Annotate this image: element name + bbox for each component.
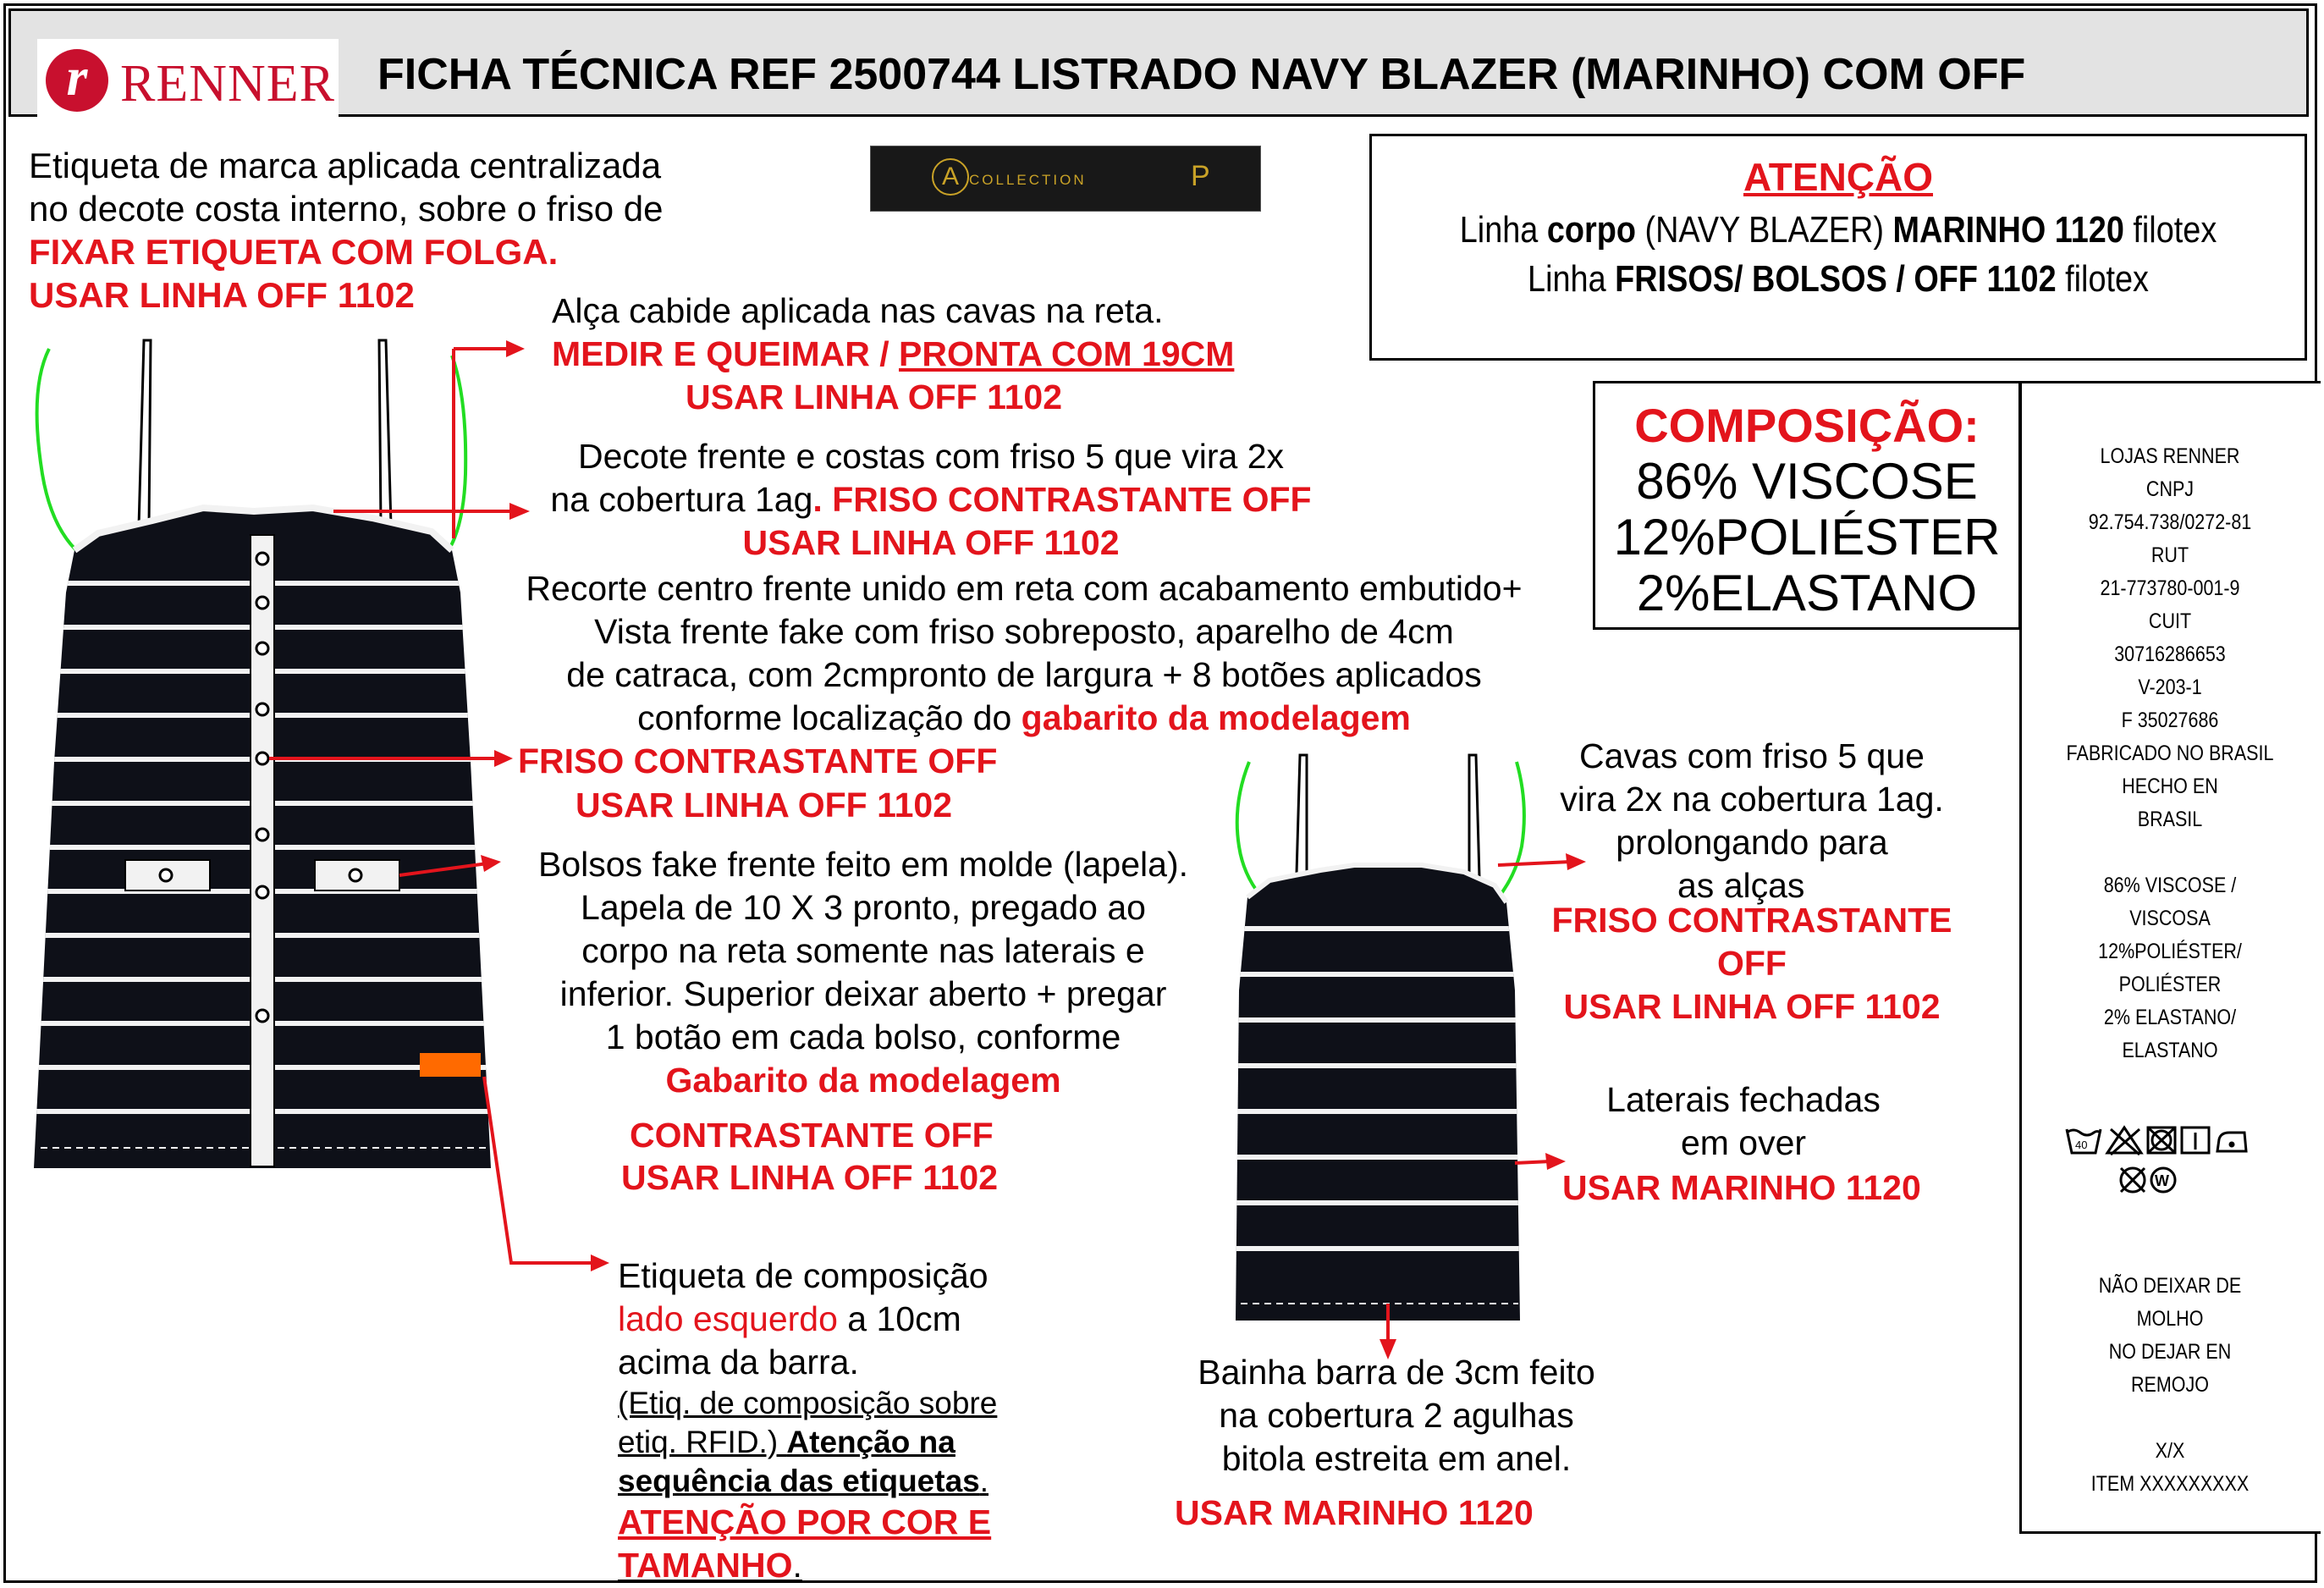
note-line: corpo na reta somente nas laterais e [581,931,1145,970]
note-line: bitola estreita em anel. [1221,1439,1572,1478]
note-line: acima da barra. [618,1343,859,1381]
care-line: 30716286653 [2114,642,2226,666]
note-line: FRISO CONTRASTANTE [1551,901,1952,940]
note-line: Recorte centro frente unido em reta com acabamento embutido+ [526,569,1523,608]
note-line: prolongando para [1616,823,1888,862]
brand-label-text: COLLECTION [969,172,1087,188]
back-right-strap [1469,755,1479,877]
note-line: Bainha barra de 3cm feito [1198,1353,1595,1392]
note-armholes [1523,735,1980,907]
arrow-head [591,1254,609,1271]
page-title: FICHA TÉCNICA REF 2500744 LISTRADO NAVY BLAZER (MARINHO) COM OFF [377,50,2026,99]
care-line: MOLHO [2136,1307,2204,1331]
note-line: inferior. Superior deixar aberto + pregar [559,974,1167,1013]
note-line: Etiqueta de composição [618,1256,989,1295]
composition-line: 2%ELASTANO [1636,565,1978,621]
care-line: NO DEJAR EN [2108,1340,2232,1364]
care-line: HECHO EN [2122,775,2218,798]
arrow-line [484,1077,594,1263]
care-line: 2% ELASTANO/ [2103,1006,2237,1029]
button [256,753,268,764]
note-line: Decote frente e costas com friso 5 que vira 2x [577,437,1285,476]
note-line: (Etiq. de composição sobre [618,1386,998,1420]
logo-mark: r [46,49,108,112]
button [256,1010,268,1022]
brand-label-size: P [1191,160,1210,192]
note-line: OFF [1717,944,1787,983]
care-line: 12%POLIÉSTER/ [2098,940,2242,963]
composition-title: COMPOSIÇÃO: [1634,399,1980,452]
back-dress-body [1236,865,1520,1321]
note-line: USAR LINHA OFF 1102 [29,275,415,315]
front-dress-drawing [0,340,508,1168]
note-line: na cobertura 2 agulhas [1219,1396,1574,1435]
attention-line-1: Linha corpo (NAVY BLAZER) MARINHO 1120 filotex [1459,209,2217,251]
care-line: F 35027686 [2121,709,2219,732]
note-line: sequência das etiquetas. [618,1464,989,1498]
note-center-front-friso: FRISO CONTRASTANTE OFF [518,742,998,780]
care-line: POLIÉSTER [2118,973,2222,996]
note-center-front [457,567,1591,740]
note-line: USAR LINHA OFF 1102 [1563,987,1941,1026]
front-right-strap [379,340,391,527]
note-hanger [508,289,1354,419]
care-line: ITEM XXXXXXXXX [2090,1472,2250,1496]
note-line: na cobertura 1ag. FRISO CONTRASTANTE OFF [550,480,1312,519]
care-line: LOJAS RENNER [2100,444,2240,468]
composition-label-marker [420,1053,481,1077]
front-left-pocket-flap [125,860,210,890]
front-right-hanger-loop [449,356,465,550]
note-line: FIXAR ETIQUETA COM FOLGA. [29,232,559,272]
note-armholes-red [1523,899,1980,1028]
logo-text: RENNER [120,55,335,113]
back-dress-drawing [1219,755,1540,1321]
note-line: 1 botão em cada bolso, conforme [605,1017,1121,1056]
note-hem-linha: USAR MARINHO 1120 [1175,1493,1534,1532]
note-line: Bolsos fake frente feito em molde (lapela). [538,845,1188,884]
note-line: as alças [1677,866,1805,905]
care-line: FABRICADO NO BRASIL [2066,742,2274,765]
care-line: NÃO DEIXAR DE [2098,1274,2242,1298]
note-line: MEDIR E QUEIMAR / PRONTA COM 19CM [552,334,1235,373]
front-left-hanger-loop [37,349,76,550]
care-line: REMOJO [2131,1373,2209,1397]
care-line: RUT [2151,543,2189,567]
note-sides [1540,1078,1947,1165]
note-line: conforme localização do gabarito da modelagem [637,698,1411,737]
care-line: BRASIL [2137,808,2203,831]
button [256,553,268,565]
note-neckline [508,435,1354,565]
note-line: etiq. RFID.) Atenção na [618,1425,955,1459]
note-center-front-linha: USAR LINHA OFF 1102 [575,786,953,824]
note-pockets-linha: USAR LINHA OFF 1102 [621,1158,999,1197]
care-line: V-203-1 [2138,675,2202,699]
care-line: VISCOSA [2129,907,2211,930]
button [256,597,268,609]
note-line: vira 2x na cobertura 1ag. [1560,780,1944,819]
brand-label-letter: A [932,158,969,196]
note-line: Alça cabide aplicada nas cavas na reta. [552,291,1164,330]
care-line: ELASTANO [2122,1039,2218,1062]
note-line: em over [1680,1123,1807,1162]
note-line: Lapela de 10 X 3 pronto, pregado ao [581,888,1146,927]
care-line: 92.754.738/0272-81 [2088,510,2252,534]
note-line: USAR LINHA OFF 1102 [686,378,1063,416]
button [256,642,268,654]
attention-title: ATENÇÃO [1743,155,1934,199]
note-line: Cavas com friso 5 que [1579,736,1925,775]
note-line: ATENÇÃO POR COR E [618,1503,992,1541]
note-pockets-contrast: CONTRASTANTE OFF [630,1116,994,1155]
note-line: Vista frente fake com friso sobreposto, aparelho de 4cm [594,612,1454,651]
composition-line: 86% VISCOSE [1636,453,1978,510]
note-line: Gabarito da modelagem [665,1061,1061,1100]
note-pockets [474,843,1253,1102]
note-line: Etiqueta de marca aplicada centralizada [29,146,662,185]
note-line: TAMANHO. [618,1546,802,1585]
front-right-pocket-flap [315,860,399,890]
button [256,886,268,898]
care-line: CUIT [2148,609,2192,633]
note-line: lado esquerdo a 10cm [618,1299,961,1338]
attention-line-2: Linha FRISOS/ BOLSOS / OFF 1102 filotex [1528,258,2149,300]
note-sides-linha: USAR MARINHO 1120 [1562,1168,1921,1207]
svg-text:40: 40 [2075,1139,2088,1151]
care-line: CNPJ [2145,477,2195,501]
front-placket [251,535,274,1166]
note-line: USAR LINHA OFF 1102 [742,523,1120,562]
svg-text:W: W [2155,1172,2169,1189]
care-line: 21-773780-001-9 [2100,576,2240,600]
note-line: de catraca, com 2cmpronto de largura + 8 botões aplicados [566,655,1482,694]
front-left-strap [139,340,151,527]
button [256,829,268,841]
care-line: X/X [2155,1439,2185,1463]
note-composition-label [618,1254,997,1587]
arrow-head [494,750,513,767]
composition-line: 12%POLIÉSTER [1613,509,2001,565]
note-line: Laterais fechadas [1606,1080,1881,1119]
back-left-strap [1297,755,1307,874]
note-hem [1168,1351,1625,1480]
button [256,703,268,715]
care-line: 86% VISCOSE / [2103,874,2237,897]
note-line: no decote costa interno, sobre o friso de [29,189,664,229]
